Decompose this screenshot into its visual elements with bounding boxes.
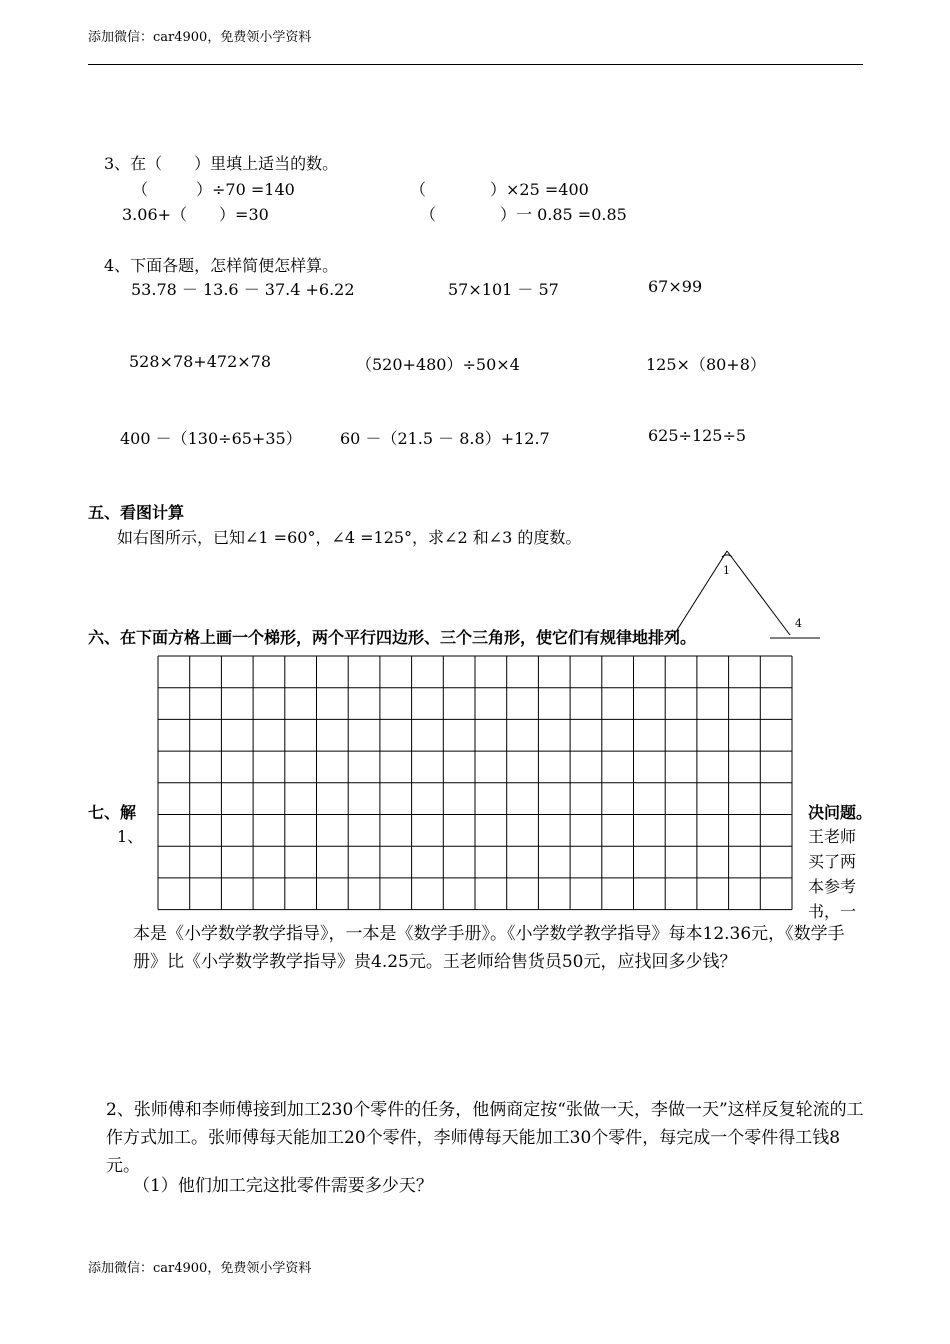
section-5-text: 如右图所示，已知∠1 =60°，∠4 =125°，求∠2 和∠3 的度数。 (117, 528, 582, 547)
q4-item: 53.78 － 13.6 － 37.4 +6.22 (131, 280, 355, 299)
angle-4-label: 4 (795, 617, 802, 630)
q4-title: 4、下面各题，怎样简便怎样算。 (104, 256, 339, 275)
q4-item: 400 －（130÷65+35） (120, 429, 302, 448)
section-7-title-left: 七、解 (88, 803, 137, 822)
q4-item: 125×（80+8） (646, 355, 766, 374)
problem-1-side-text: 买了两 (808, 852, 857, 871)
q4-item: 67×99 (648, 277, 703, 296)
problem-1-side-text: 书，一 (808, 902, 857, 921)
q3-item: 3.06+（ ）=30 (122, 205, 269, 224)
q3-item: （ ）一 0.85 =0.85 (420, 205, 627, 224)
problem-1-side-text: 王老师 (808, 827, 857, 846)
q3-item: （ ）×25 =400 (410, 180, 589, 199)
q4-item: 625÷125÷5 (648, 426, 747, 445)
page-footer: 添加微信：car4900，免费领小学资料 (88, 1261, 312, 1276)
q4-item: 528×78+472×78 (129, 352, 272, 371)
page-header: 添加微信：car4900，免费领小学资料 (88, 30, 312, 45)
section-7-title-right: 决问题。 (808, 803, 873, 822)
q4-item: 57×101 － 57 (448, 280, 559, 299)
problem-1-side-text: 本参考 (808, 877, 857, 896)
section-6-title: 六、在下面方格上画一个梯形，两个平行四边形、三个三角形，使它们有规律地排列。 (88, 628, 697, 647)
triangle-right-side (727, 551, 790, 635)
problem-2-text: 2、张师傅和李师傅接到加工230个零件的任务，他俩商定按“张做一天，李做一天”这样反复轮流的工作方式加工。张师傅每天能加工20个零件，李师傅每天能加工30个零件，每完成一个零件得工钱8元。 (106, 1100, 864, 1176)
q4-item: （520+480）÷50×4 (356, 355, 520, 374)
q4-item: 60 －（21.5 － 8.8）+12.7 (340, 429, 550, 448)
q3-item: （ ）÷70 =140 (132, 180, 295, 199)
q3-title: 3、在（ ）里填上适当的数。 (104, 154, 339, 173)
header-rule (88, 64, 863, 65)
section-5-title: 五、看图计算 (88, 503, 185, 522)
angle-1-label: 1 (723, 564, 730, 577)
drawing-grid[interactable] (157, 655, 794, 912)
problem-2-sub-1: （1）他们加工完这批零件需要多少天？ (133, 1176, 433, 1196)
problem-1-number: 1、 (117, 827, 144, 846)
problem-1-text: 本是《小学数学教学指导》，一本是《数学手册》。《小学数学教学指导》每本12.36元，《数学手册》比《小学数学教学指导》贵4.25元。王老师给售货员50元，应找回多少钱？ (133, 924, 845, 972)
